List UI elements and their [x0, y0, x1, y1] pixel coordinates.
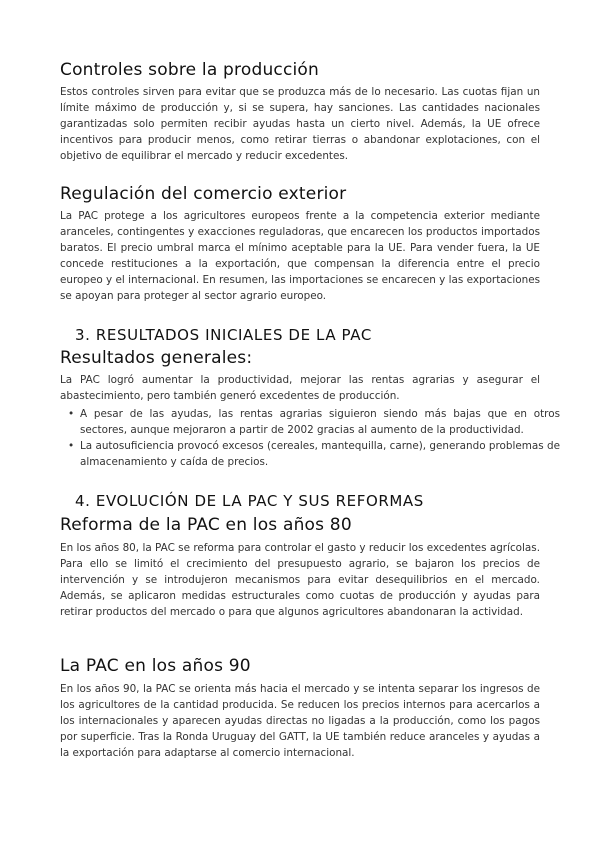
- paragraph-resultados: La PAC logró aumentar la productividad, mejorar las rentas agrarias y asegurar el abastecimiento, pero también generó excedentes de producción.: [60, 374, 540, 402]
- section-title-reforma-80: Reforma de la PAC en los años 80: [60, 515, 352, 535]
- list-item: • A pesar de las ayudas, las rentas agrarias siguieron siendo más bajas que en otros sectores, aunque mejoraron a partir de 2002 gracias al aumento de la productividad.: [80, 406, 560, 438]
- section-title-pac-90: La PAC en los años 90: [60, 656, 251, 676]
- paragraph-reforma-80: En los años 80, la PAC se reforma para controlar el gasto y reducir los excedentes agrícolas. Para ello se limitó el crecimiento del presupuesto agrario, se bajaron los precios de intervención y se introdujeron mecanismos para evitar desequilibrios en el mercado. Además, se aplicaron medidas estructurales como cuotas de producción y ayudas para retirar productos del mercado o para que algunos agricultores abandonaran la actividad.: [60, 542, 540, 618]
- paragraph-controles: Estos controles sirven para evitar que se produzca más de lo necesario. Las cuotas fijan un límite máximo de producción y, si se supera, hay sanciones. Las cantidades nacionales garantizadas solo permiten recibir ayudas hasta un cierto nivel. Además, la UE ofrece incentivos para producir menos, como retirar tierras o abandonar explotaciones, con el objetivo de equilibrar el mercado y reducir excedentes.: [60, 86, 540, 162]
- section-title-regulacion: Regulación del comercio exterior: [60, 184, 347, 204]
- list-item: • La autosuficiencia provocó excesos (cereales, mantequilla, carne), generando problemas de almacenamiento y caída de precios.: [80, 438, 560, 470]
- section-title-resultados-generales: Resultados generales:: [60, 348, 253, 368]
- heading-evolucion: 4. EVOLUCIÓN DE LA PAC Y SUS REFORMAS: [75, 492, 424, 510]
- section-title-controles: Controles sobre la producción: [60, 60, 320, 80]
- paragraph-pac-90: En los años 90, la PAC se orienta más hacia el mercado y se intenta separar los ingresos de los agricultores de la cantidad producida. Se reducen los precios internos para acercarlos a los internacionales y aparecen ayudas directas no ligadas a la producción, como los pagos por superficie. Tras la Ronda Uruguay del GATT, la UE también reduce aranceles y ayudas a la exportación para adaptarse al comercio internacional.: [60, 683, 540, 759]
- heading-resultados-iniciales: 3. RESULTADOS INICIALES DE LA PAC: [75, 326, 372, 344]
- paragraph-regulacion: La PAC protege a los agricultores europeos frente a la competencia exterior mediante aranceles, contingentes y exacciones reguladoras, que encarecen los productos importados baratos. El precio umbral marca el mínimo aceptable para la UE. Para vender fuera, la UE concede restituciones a la exportación, que compensan la diferencia entre el precio europeo y el internacional. En resumen, las importaciones se encarecen y las exportaciones se apoyan para proteger al sector agrario europeo.: [60, 210, 540, 302]
- list-resultados: [60, 406, 560, 470]
